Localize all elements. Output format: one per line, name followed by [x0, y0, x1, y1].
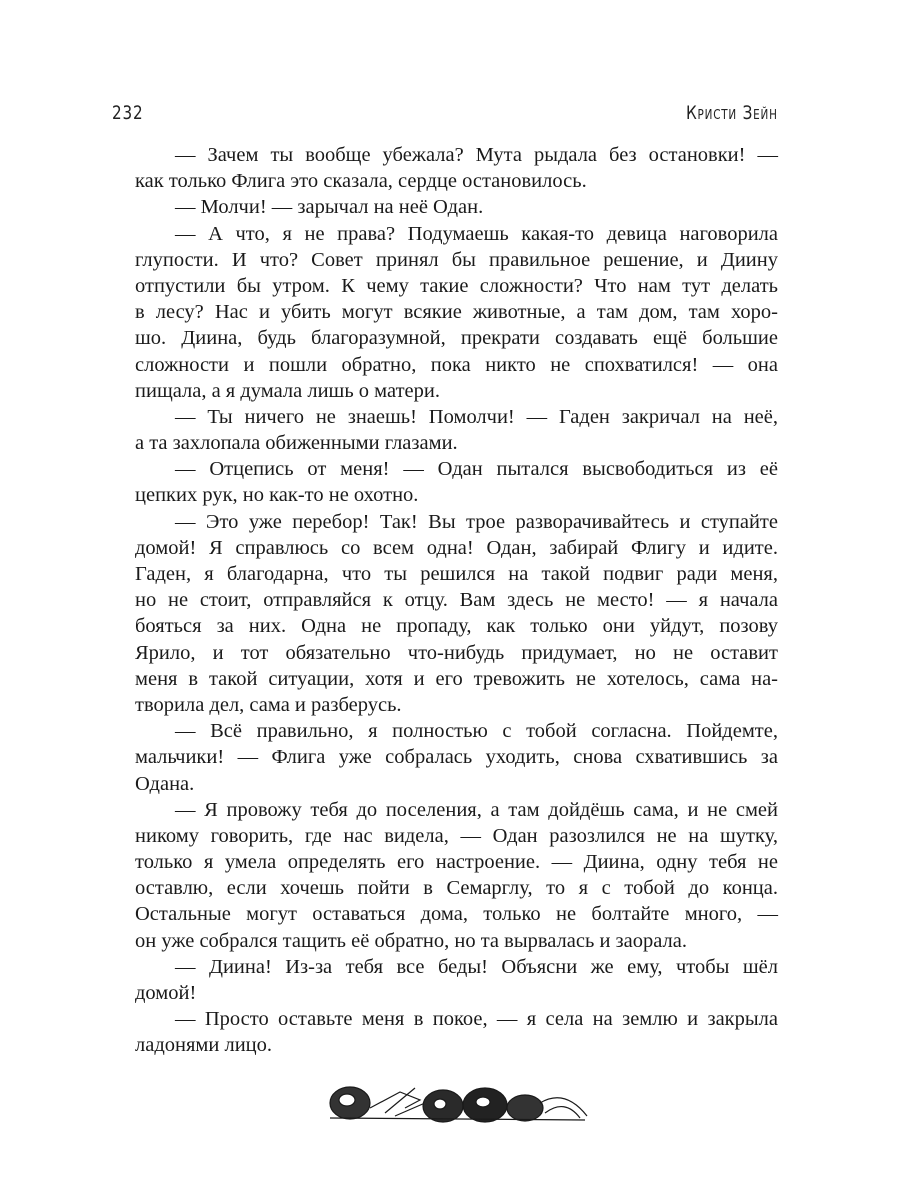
text-line: — Молчи! — зарычал на неё Одан. [175, 196, 484, 219]
text-line: Ярило, и тот обязательно что-нибудь придумает, но не оставит [135, 641, 778, 664]
text-line: — Диина! Из-за тебя все беды! Объясни же ему, чтобы шёл [175, 955, 778, 978]
text-line: творила дел, сама и разберусь. [135, 693, 402, 716]
text-line: — А что, я не права? Подумаешь какая-то девица наговорила [175, 222, 778, 245]
text-line: цепких рук, но как-то не охотно. [135, 484, 419, 507]
running-header-author: Кристи Зейн [686, 102, 778, 124]
text-line: никому говорить, где нас видела, — Одан разозлился не на шутку, [135, 824, 778, 847]
text-line: шо. Диина, будь благоразумной, прекрати создавать ещё большие [135, 327, 778, 350]
text-line: домой! Я справлюсь со всем одна! Одан, забирай Флигу и идите. [135, 536, 778, 559]
text-line: — Всё правильно, я полностью с тобой согласна. Пойдемте, [175, 720, 778, 743]
body-text [135, 142, 778, 1059]
text-line: оставлю, если хочешь пойти в Семарглу, то я с тобой до конца. [135, 877, 778, 900]
text-line: мальчики! — Флига уже собралась уходить, снова схватившись за [135, 746, 778, 769]
text-line: Одана. [135, 772, 195, 795]
text-line: — Я провожу тебя до поселения, а там дойдёшь сама, и не смей [175, 798, 778, 821]
text-line: как только Флига это сказала, сердце остановилось. [135, 170, 587, 193]
text-line: сложности и пошли обратно, пока никто не спохватился! — она [135, 353, 778, 376]
text-line: а та захлопала обиженными глазами. [135, 432, 458, 455]
text-line: но не стоит, отправляйся к отцу. Вам здесь не место! — я начала [135, 589, 778, 612]
text-line: — Это уже перебор! Так! Вы трое разворачивайтесь и ступайте [175, 510, 778, 533]
text-line: — Просто оставьте меня в покое, — я села на землю и закрыла [175, 1008, 778, 1031]
text-line: бояться за них. Одна не пропаду, как только они уйдут, позову [135, 615, 778, 638]
text-line: ладонями лицо. [135, 1034, 273, 1057]
text-line: домой! [135, 982, 197, 1004]
text-line: в лесу? Нас и убить могут всякие животные, а там дом, там хоро- [135, 301, 778, 324]
text-line: только я умела определять его настроение. — Диина, одну тебя не [135, 851, 778, 874]
text-line: — Отцепись от меня! — Одан пытался высвободиться из её [175, 458, 778, 481]
text-line: — Зачем ты вообще убежала? Мута рыдала без остановки! — [175, 144, 778, 166]
text-line: отпустили бы утром. К чему такие сложности? Что нам тут делать [135, 274, 778, 297]
page-number: 232 [112, 102, 144, 124]
text-line: — Ты ничего не знаешь! Помолчи! — Гаден закричал на неё, [175, 405, 778, 428]
text-line: глупости. И что? Совет принял бы правильное решение, и Диину [135, 248, 778, 271]
text-line: пищала, а я думала лишь о матери. [135, 379, 440, 402]
ornament-illustration [325, 1078, 590, 1128]
text-line: Остальные могут оставаться дома, только не болтайте много, — [135, 903, 778, 926]
text-line: Гаден, я благодарна, что ты решился на такой подвиг ради меня, [135, 563, 778, 585]
text-line: меня в такой ситуации, хотя и его тревожить не хотелось, сама на- [135, 667, 778, 690]
text-line: он уже собрался тащить её обратно, но та вырвалась и заорала. [135, 929, 687, 952]
